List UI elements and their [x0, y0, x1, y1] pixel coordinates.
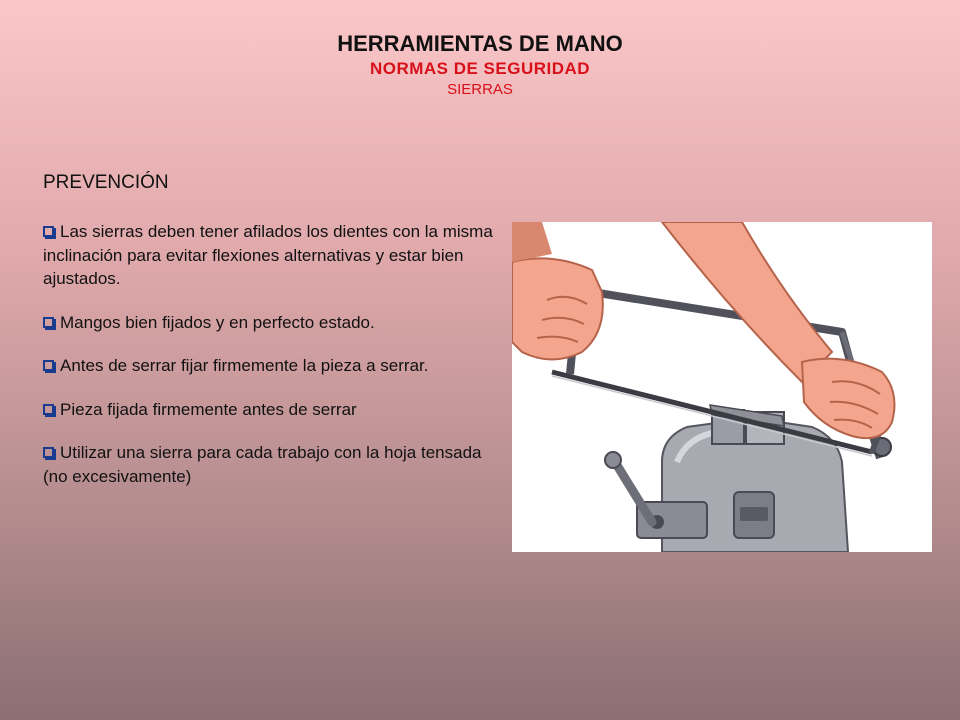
hacksaw-vise-illustration — [512, 222, 932, 552]
list-item-text: Antes de serrar fijar firmemente la pieza a serrar. — [60, 356, 429, 375]
hollow-square-bullet-icon — [43, 360, 54, 371]
prevention-section — [43, 170, 493, 508]
section-heading: PREVENCIÓN — [43, 172, 169, 193]
list-item — [43, 311, 493, 335]
slide-header — [0, 30, 960, 100]
list-item-text: Utilizar una sierra para cada trabajo con la hoja tensada (no excesivamente) — [43, 443, 482, 486]
slide-title: HERRAMIENTAS DE MANO — [337, 31, 623, 56]
hollow-square-bullet-icon — [43, 404, 54, 415]
hollow-square-bullet-icon — [43, 317, 54, 328]
slide-section: SIERRAS — [447, 81, 513, 98]
hollow-square-bullet-icon — [43, 447, 54, 458]
prevention-list — [43, 220, 493, 488]
slide-subtitle: NORMAS DE SEGURIDAD — [369, 59, 591, 78]
list-item — [43, 354, 493, 378]
list-item-text: Las sierras deben tener afilados los dientes con la misma inclinación para evitar flexiones alternativas y estar bien ajustados. — [43, 222, 493, 288]
list-item — [43, 220, 493, 291]
hollow-square-bullet-icon — [43, 226, 54, 237]
list-item — [43, 441, 493, 488]
list-item-text: Pieza fijada firmemente antes de serrar — [60, 399, 357, 419]
list-item — [43, 398, 493, 422]
list-item-text: Mangos bien fijados y en perfecto estado. — [60, 312, 375, 332]
